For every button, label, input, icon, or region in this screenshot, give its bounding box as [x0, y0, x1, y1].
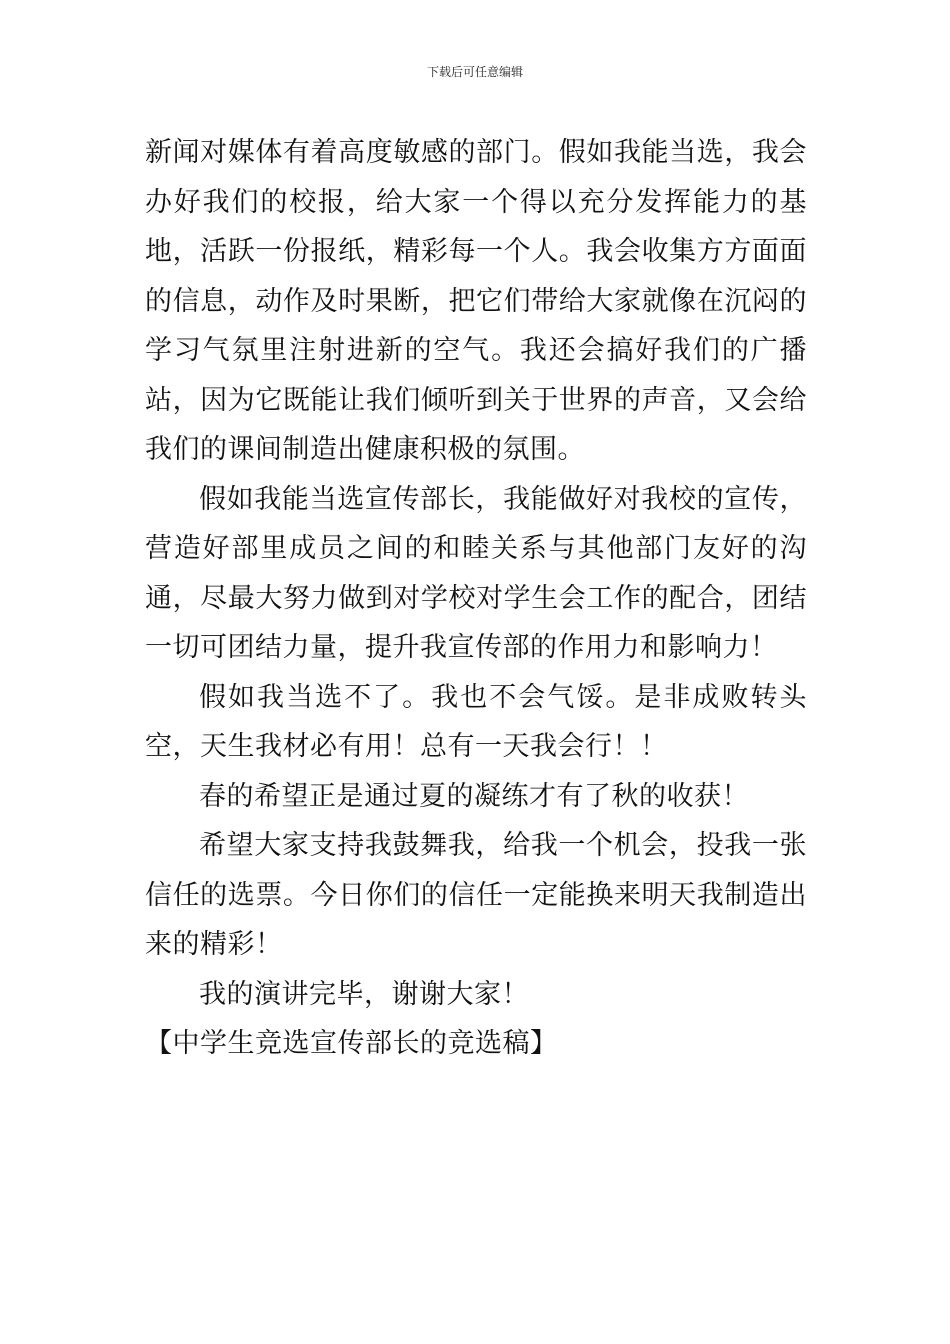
document-body — [145, 128, 807, 1069]
paragraph-closing: 我的演讲完毕，谢谢大家！ — [199, 978, 529, 1010]
paragraph-if-not-elected: 假如我当选不了。我也不会气馁。是非成败转头空，天生我材必有用！总有一天我会行！！ — [145, 681, 807, 762]
page-header-note: 下载后可任意编辑 — [426, 65, 523, 79]
paragraph-spring-hope: 春的希望正是通过夏的凝练才有了秋的收获！ — [199, 780, 749, 812]
paragraph-support-request: 希望大家支持我鼓舞我，给我一个机会，投我一张信任的选票。今日你们的信任一定能换来明天我制造出来的精彩！ — [145, 830, 807, 960]
paragraph-continuation: 新闻对媒体有着高度敏感的部门。假如我能当选，我会办好我们的校报，给大家一个得以充分发挥能力的基地，活跃一份报纸，精彩每一个人。我会收集方方面面的信息，动作及时果断，把它们带给大家就像在沉闷的学习气氛里注射进新的空气。我还会搞好我们的广播站，因为它既能让我们倾听到关于世界的声音，又会给我们的课间制造出健康积极的氛围。 — [145, 137, 807, 465]
document-title: 【中学生竞选宣传部长的竞选稿】 — [145, 1028, 558, 1059]
paragraph-if-elected: 假如我能当选宣传部长，我能做好对我校的宣传，营造好部里成员之间的和睦关系与其他部门友好的沟通，尽最大努力做到对学校对学生会工作的配合，团结一切可团结力量，提升我宣传部的作用力和影响力！ — [145, 483, 807, 663]
